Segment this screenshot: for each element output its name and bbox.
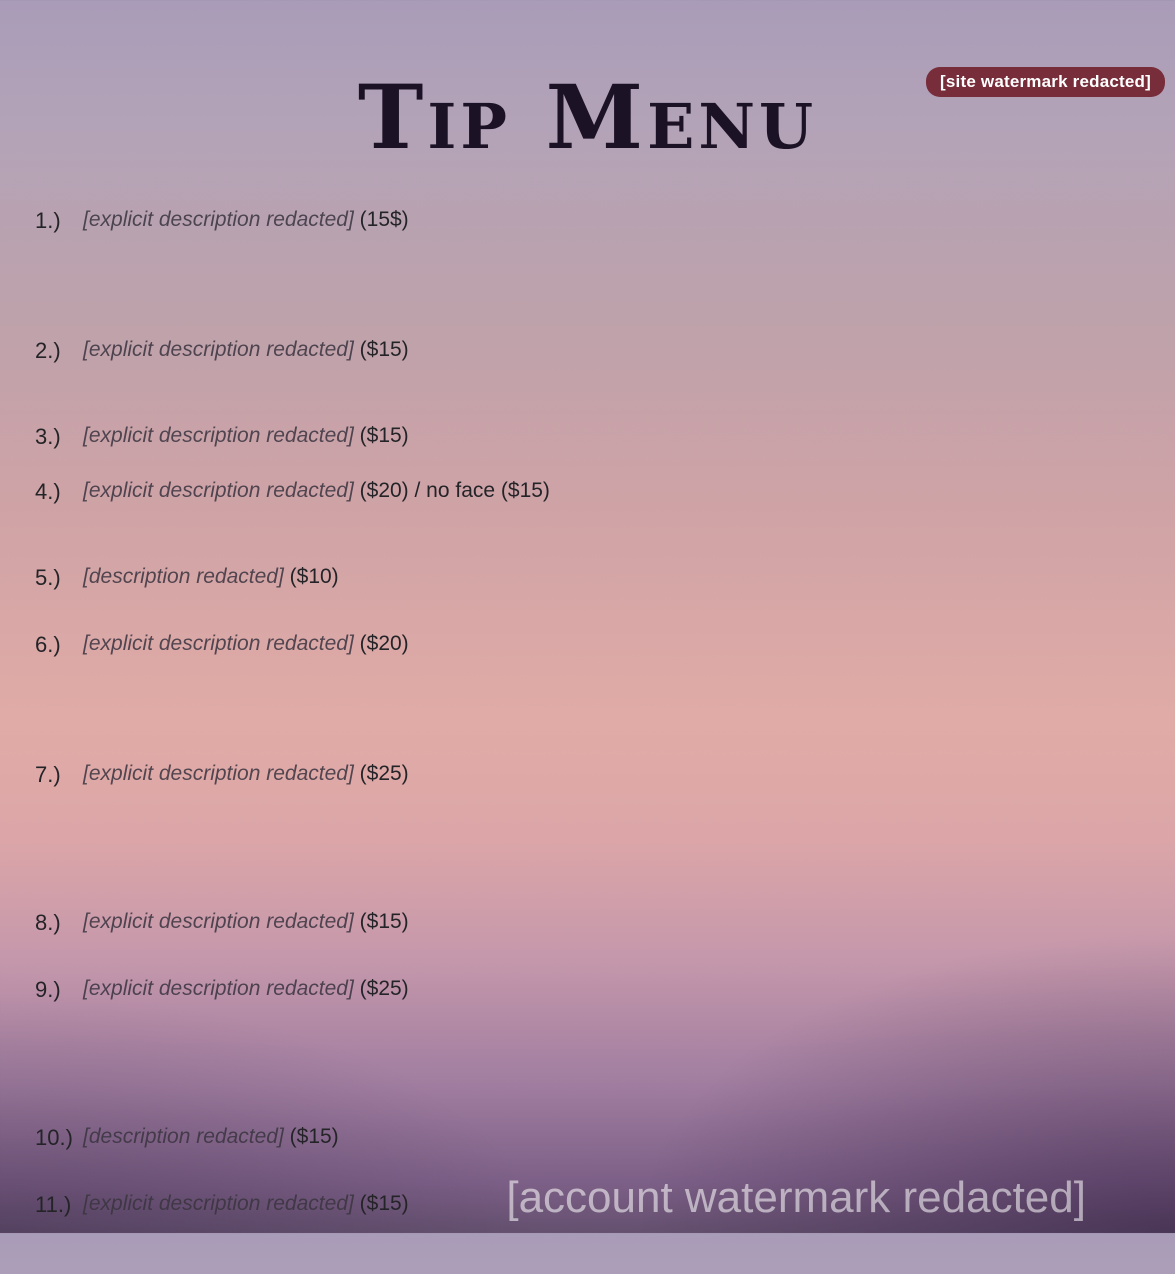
list-item — [35, 475, 1140, 539]
list-item — [35, 906, 1140, 939]
item-price: ($20) — [359, 631, 409, 655]
list-item — [35, 758, 1140, 854]
item-description: [explicit description redacted] — [83, 423, 354, 447]
item-description: [explicit description redacted] — [83, 909, 354, 933]
item-number: 4.) — [35, 478, 61, 504]
item-description: [explicit description redacted] — [83, 337, 354, 361]
item-description: [explicit description redacted] — [83, 207, 354, 231]
item-number: 10.) — [35, 1124, 73, 1150]
list-item — [35, 420, 1140, 453]
item-number: 11.) — [35, 1191, 72, 1217]
item-price: ($15) — [359, 1191, 409, 1215]
item-description: [explicit description redacted] — [83, 761, 354, 785]
creator-watermark: [account watermark redacted] — [506, 1172, 1086, 1222]
page-title: Tip Menu — [357, 64, 818, 169]
item-number: 5.) — [35, 564, 61, 590]
list-item — [35, 334, 1140, 398]
list-item — [35, 973, 1140, 1069]
item-number: 9.) — [35, 976, 61, 1002]
item-description: [explicit description redacted] — [83, 478, 354, 502]
item-price: ($15) — [359, 423, 409, 447]
site-watermark: [site watermark redacted] — [926, 67, 1165, 97]
list-item — [35, 204, 1140, 300]
item-number: 2.) — [35, 337, 61, 363]
item-price: ($25) — [359, 976, 409, 1000]
item-price: ($10) — [289, 564, 339, 588]
item-description: [explicit description redacted] — [83, 976, 354, 1000]
list-item — [35, 561, 1140, 594]
item-number: 7.) — [35, 761, 61, 787]
item-description: [explicit description redacted] — [83, 631, 354, 655]
list-item — [35, 628, 1140, 724]
item-description: [description redacted] — [83, 564, 284, 588]
item-number: 6.) — [35, 631, 61, 657]
item-number: 3.) — [35, 423, 61, 449]
tip-menu-list — [35, 204, 1140, 1274]
item-description: [description redacted] — [83, 1124, 284, 1148]
item-price: ($20) / no face ($15) — [359, 478, 550, 502]
item-description: [explicit description redacted] — [83, 1191, 354, 1215]
item-price: ($15) — [359, 337, 409, 361]
item-number: 8.) — [35, 909, 61, 935]
item-price: ($15) — [359, 909, 409, 933]
list-item — [35, 1121, 1140, 1154]
item-number: 1.) — [35, 207, 61, 233]
item-price: (15$) — [359, 207, 409, 231]
item-price: ($15) — [289, 1124, 339, 1148]
item-price: ($25) — [359, 761, 409, 785]
